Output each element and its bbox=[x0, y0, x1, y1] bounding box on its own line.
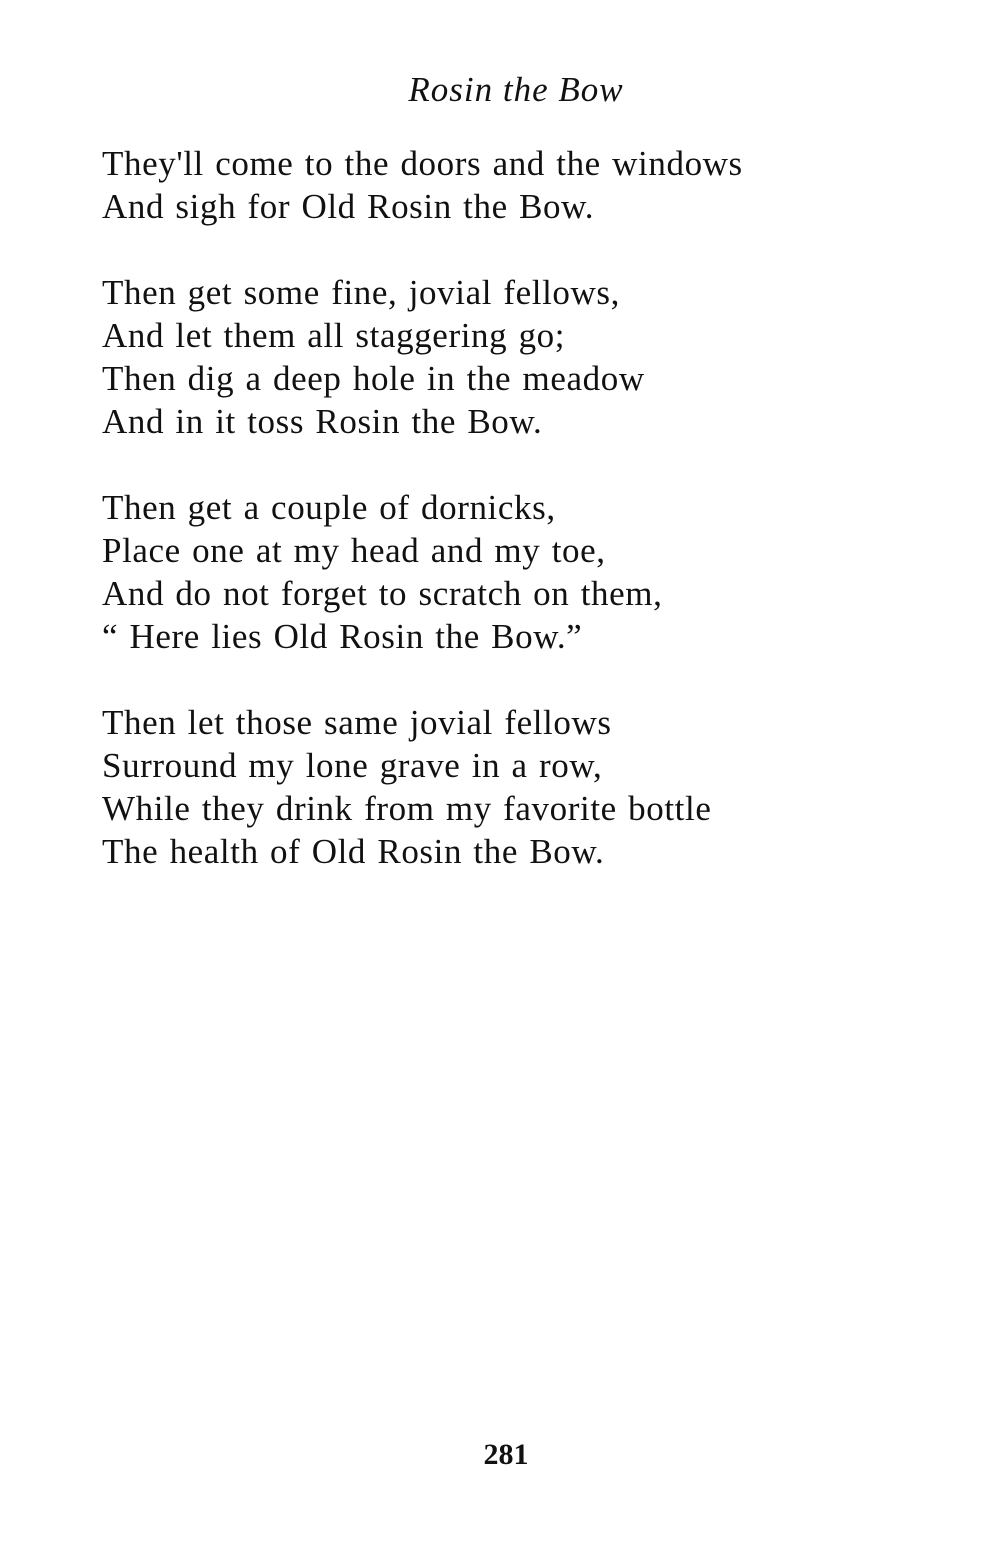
poem-line: They'll come to the doors and the windows bbox=[102, 144, 743, 183]
poem-line: Then dig a deep hole in the meadow bbox=[102, 359, 645, 398]
poem-line: Then get some fine, jovial fellows, bbox=[102, 273, 620, 312]
poem-line: Then get a couple of dornicks, bbox=[102, 488, 556, 527]
poem-line: Then let those same jovial fellows bbox=[102, 703, 612, 742]
poem-line: Surround my lone grave in a row, bbox=[102, 746, 603, 785]
stanza bbox=[102, 486, 962, 658]
stanza bbox=[102, 142, 962, 228]
stanza bbox=[102, 271, 962, 443]
running-head: Rosin the Bow bbox=[408, 70, 624, 109]
stanza bbox=[102, 701, 962, 873]
poem-line: “ Here lies Old Rosin the Bow.” bbox=[102, 617, 583, 656]
poem-line: And sigh for Old Rosin the Bow. bbox=[102, 187, 595, 226]
poem-line: And do not forget to scratch on them, bbox=[102, 574, 663, 613]
poem-line: The health of Old Rosin the Bow. bbox=[102, 832, 605, 871]
poem-line: And let them all staggering go; bbox=[102, 316, 566, 355]
poem bbox=[102, 142, 962, 916]
page-number: 281 bbox=[483, 1438, 529, 1471]
poem-line: While they drink from my favorite bottle bbox=[102, 789, 712, 828]
poem-line: Place one at my head and my toe, bbox=[102, 531, 606, 570]
poem-line: And in it toss Rosin the Bow. bbox=[102, 402, 543, 441]
